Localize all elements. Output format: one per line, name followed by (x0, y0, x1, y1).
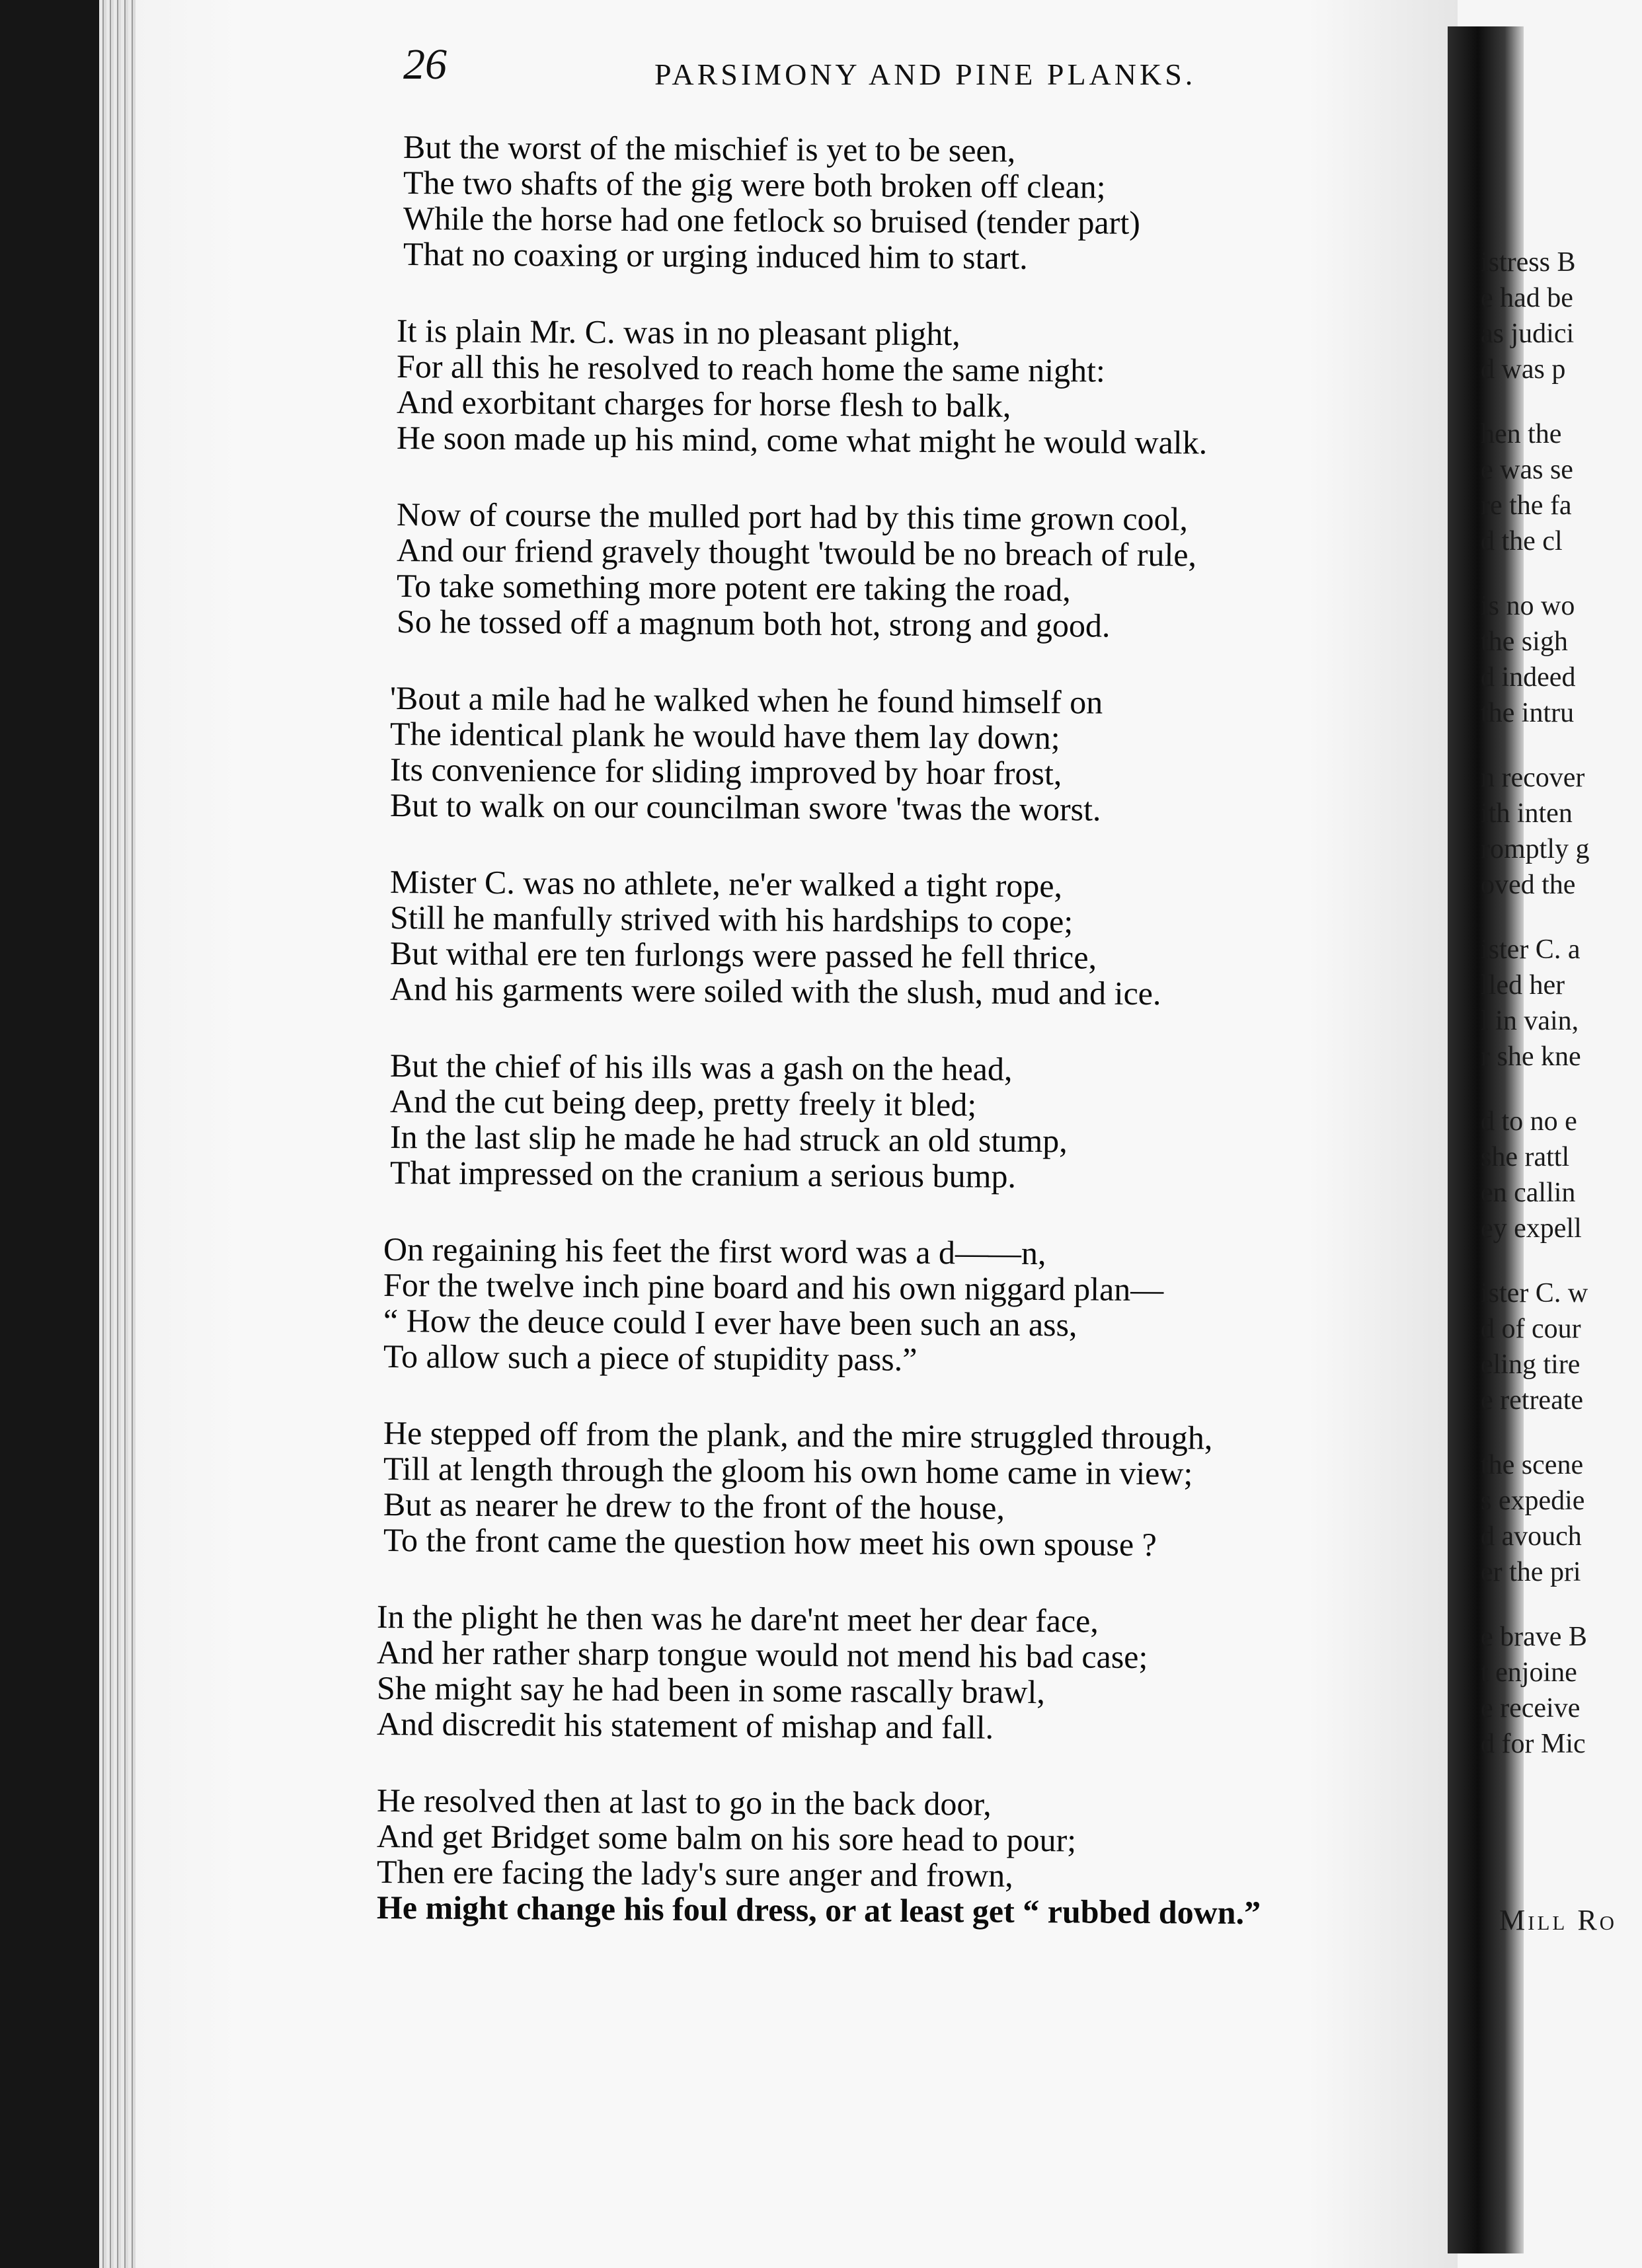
poem-line: 'Bout a mile had he walked when he found himself on (389, 679, 1103, 721)
poem-line: She might say he had been in some rascally brawl, (376, 1669, 1045, 1711)
stanza (396, 312, 1461, 461)
facing-page-signature: Mill Ro (1499, 1904, 1618, 1936)
facing-line: t enjoine (1481, 1657, 1577, 1688)
facing-stanza (1481, 416, 1642, 559)
facing-line: s expedie (1481, 1486, 1585, 1516)
poem-line: The identical plank he would have them lay down; (389, 715, 1060, 757)
facing-stanza (1481, 245, 1642, 387)
stanza (376, 1782, 1461, 1932)
running-title: PARSIMONY AND PINE PLANKS. (654, 57, 1196, 91)
stanza (376, 1598, 1461, 1746)
facing-line: ith inten (1481, 798, 1573, 829)
poem-line: Its convenience for sliding improved by hoar frost, (389, 751, 1062, 792)
facing-stanza (1481, 760, 1642, 903)
poem-line: In the last slip he made he had struck an old stump, (389, 1118, 1068, 1160)
facing-line: ister C. w (1481, 1278, 1588, 1308)
poem-line: And her rather sharp tongue would not mend his bad case; (376, 1634, 1148, 1676)
poem-line: He soon made up his mind, come what might he would walk. (396, 419, 1208, 461)
poem-line: And our friend gravely thought 'twould be no breach of rule, (396, 531, 1197, 574)
facing-line: d the cl (1481, 526, 1563, 556)
poem-line: Still he manfully strived with his hardships to cope; (389, 899, 1074, 940)
poem-line: Mister C. was no athlete, ne'er walked a tight rope, (389, 863, 1063, 905)
facing-line: she rattl (1481, 1142, 1570, 1172)
facing-line: hen the (1481, 419, 1562, 449)
facing-line: e was se (1481, 455, 1573, 485)
facing-line: n recover (1481, 763, 1585, 793)
poem-line: To take something more potent ere taking the road, (396, 567, 1071, 609)
stanza (383, 1230, 1461, 1378)
facing-line: l in vain, (1481, 1006, 1579, 1036)
facing-stanza (1481, 1275, 1642, 1418)
poem-line: For all this he resolved to reach home the same night: (396, 348, 1106, 389)
poem-line: So he tossed off a magnum both hot, strong and good. (396, 603, 1111, 644)
facing-line: re the fa (1481, 490, 1572, 521)
facing-line: d for Mic (1481, 1729, 1586, 1759)
poem-line: While the horse had one fetlock so bruised (tender part) (403, 200, 1141, 241)
facing-line: d indeed (1481, 662, 1576, 693)
facing-line: e brave B (1481, 1622, 1587, 1652)
poem-line: He resolved then at last to go in the back door, (376, 1782, 992, 1823)
poem-line: But the worst of the mischief is yet to be seen, (403, 128, 1016, 169)
facing-line: r she kne (1481, 1041, 1581, 1072)
poem-line: And his garments were soiled with the slush, mud and ice. (389, 970, 1161, 1012)
poem-line: The two shafts of the gig were both broken off clean; (403, 164, 1106, 206)
facing-line: d avouch (1481, 1521, 1582, 1552)
facing-line: oved the (1481, 870, 1576, 900)
page-header (403, 40, 1335, 119)
stanza (403, 128, 1461, 276)
facing-line: the sigh (1481, 626, 1568, 657)
poem-line: But the chief of his ills was a gash on the head, (389, 1047, 1013, 1088)
page-number: 26 (403, 40, 447, 89)
facing-stanza (1481, 1619, 1642, 1762)
stanza (383, 1414, 1461, 1564)
poem-line: In the plight he then was he dare'nt meet her dear face, (376, 1598, 1099, 1640)
facing-line: is no wo (1481, 591, 1575, 621)
poem-line: But to walk on our councilman swore 'twas the worst. (389, 786, 1101, 828)
stanza (389, 1047, 1461, 1195)
facing-line: the intru (1481, 698, 1575, 728)
poem-line: To allow such a piece of stupidity pass.” (383, 1338, 918, 1378)
facing-line: ey expell (1481, 1213, 1582, 1244)
stanza (396, 496, 1461, 644)
poem-line: To the front came the question how meet his own spouse ? (383, 1521, 1157, 1564)
stanza (389, 863, 1461, 1012)
facing-line: lled her (1481, 970, 1565, 1001)
poem-line: And discredit his statement of mishap and fall. (376, 1705, 994, 1746)
poem-line: He stepped off from the plank, and the mire struggled through, (383, 1414, 1213, 1456)
facing-stanza (1481, 932, 1642, 1075)
facing-stanza (1481, 588, 1642, 731)
facing-stanza (1481, 1104, 1642, 1246)
facing-line: d was p (1481, 354, 1566, 385)
poem-line: On regaining his feet the first word was a d——n, (383, 1230, 1046, 1272)
facing-stanza (1481, 1447, 1642, 1590)
facing-line: the scene (1481, 1450, 1584, 1480)
poem-line: And the cut being deep, pretty freely it bled; (389, 1082, 977, 1123)
poem-line: Till at length through the gloom his own home came in view; (383, 1450, 1193, 1492)
poem-line: He might change his foul dress, or at least get “ rubbed down.” (376, 1889, 1261, 1932)
poem-line: That impressed on the cranium a serious bump. (389, 1154, 1017, 1195)
poem-line: For the twelve inch pine board and his own niggard plan— (383, 1266, 1164, 1308)
facing-line: istress B (1481, 247, 1576, 278)
poem-line: And get Bridget some balm on his sore head to pour; (376, 1817, 1077, 1859)
poem-line: That no coaxing or urging induced him to start. (403, 235, 1028, 276)
facing-line: er the pri (1481, 1557, 1581, 1587)
facing-line: e had be (1481, 283, 1573, 313)
poem-line: “ How the deuce could I ever have been such an ass, (383, 1302, 1077, 1343)
poem-line: But as nearer he drew to the front of the house, (383, 1486, 1005, 1527)
facing-line: e receive (1481, 1693, 1581, 1723)
facing-line: eling tire (1481, 1349, 1581, 1380)
poem-body (357, 129, 1461, 1966)
facing-line: e retreate (1481, 1385, 1584, 1416)
facing-page-text (1481, 245, 1642, 1791)
facing-line: d of cour (1481, 1314, 1581, 1344)
poem-line: Then ere facing the lady's sure anger and frown, (376, 1853, 1013, 1894)
facing-line: ister C. a (1481, 934, 1581, 965)
facing-line: en callin (1481, 1178, 1576, 1208)
stanza (389, 679, 1461, 828)
facing-line: d to no e (1481, 1106, 1577, 1137)
poem-line: But withal ere ten furlongs were passed he fell thrice, (389, 934, 1097, 976)
poem-line: Now of course the mulled port had by this time grown cool, (396, 496, 1189, 538)
poem-line: And exorbitant charges for horse flesh to balk, (396, 383, 1011, 424)
facing-line: romptly g (1481, 834, 1590, 864)
facing-line: as judici (1481, 319, 1575, 349)
poem-line: It is plain Mr. C. was in no pleasant plight, (396, 312, 960, 353)
